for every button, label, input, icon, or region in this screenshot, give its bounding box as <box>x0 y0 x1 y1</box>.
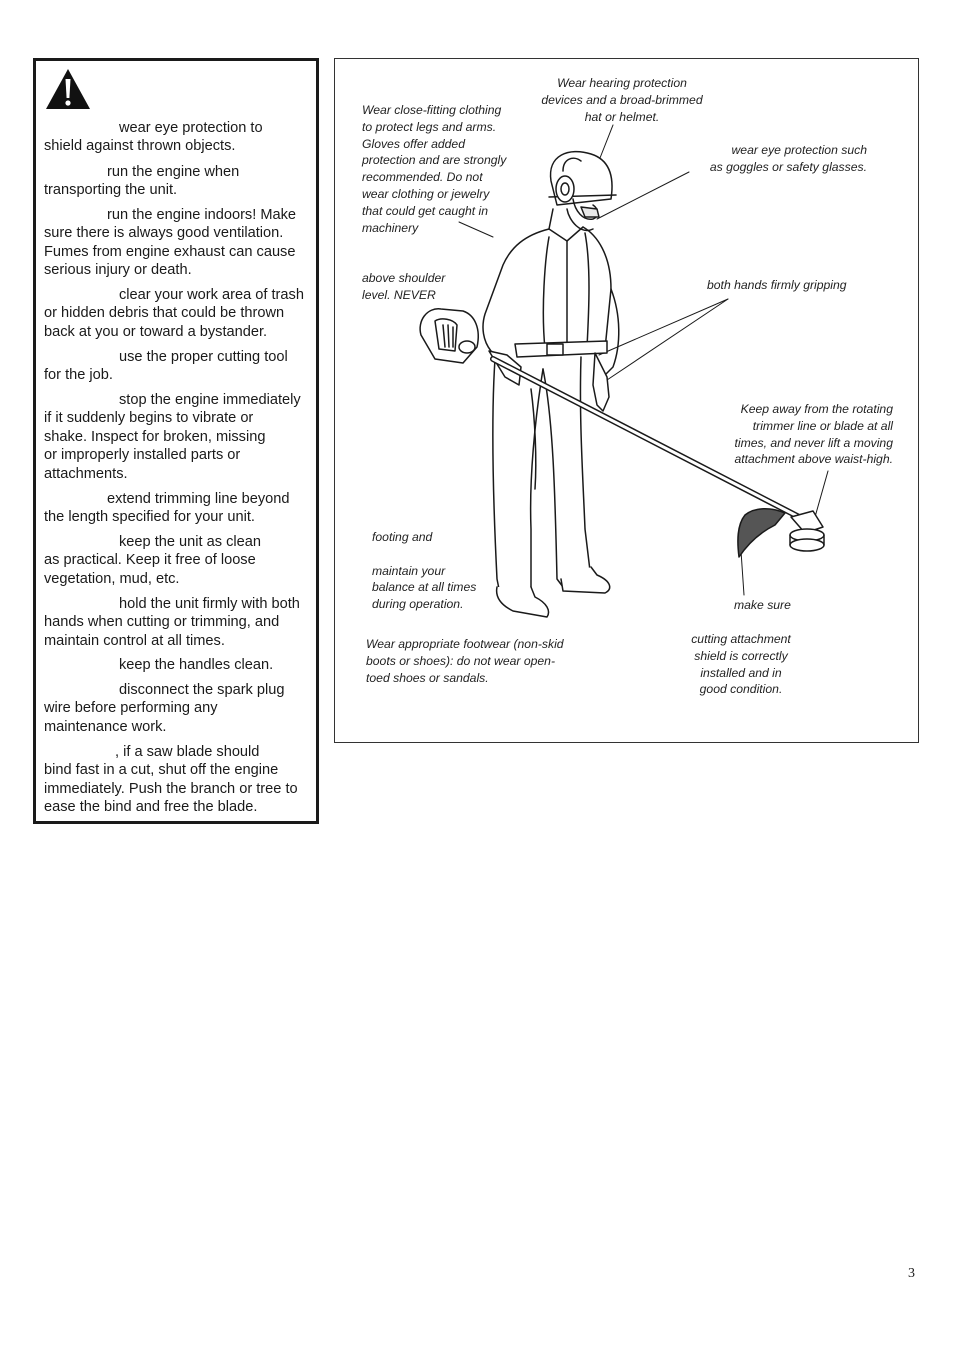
warning-text: use the proper cutting tool <box>119 349 288 365</box>
warning-text: the length specified for your unit. <box>44 509 255 526</box>
warning-text: run the engine indoors! Make <box>107 207 297 223</box>
callout-footing: footing and maintain your balance at all times during operation. <box>372 530 477 612</box>
callout-shoulder-level: above shoulder level. NEVER <box>362 271 446 302</box>
warning-text: hands when cutting or trimming, and <box>44 614 280 631</box>
warning-text: clear your work area of trash <box>119 287 304 303</box>
warning-text: or hidden debris that could be thrown <box>44 305 285 322</box>
warning-text: shake. Inspect for broken, missing <box>44 428 266 445</box>
warning-text: back at you or toward a bystander. <box>44 323 268 340</box>
warning-text: transporting the unit. <box>44 182 178 199</box>
warning-item-transport <box>44 163 316 200</box>
callout-footwear: Wear appropriate footwear (non-skid boots or shoes): do not wear open- toed shoes or sandals. <box>366 637 564 685</box>
warning-text: maintenance work. <box>44 718 167 735</box>
safety-illustration-panel <box>334 58 919 743</box>
warning-item-hold-firmly <box>44 595 316 650</box>
warning-text: Fumes from engine exhaust can cause <box>44 243 296 260</box>
warning-text: stop the engine immediately <box>119 392 301 408</box>
callout-keep-away: Keep away from the rotating trimmer line or blade at all times, and never lift a moving attachment above waist-high. <box>734 402 893 467</box>
warning-text: sure there is always good ventilation. <box>44 225 284 242</box>
warning-text: wire before performing any <box>44 700 218 717</box>
warning-item-trimming-line <box>44 490 316 527</box>
callout-clothing: Wear close-fitting clothing to protect legs and arms. Gloves offer added protection and are strongly recommended. Do not wear clothing or jewelry that could get caught in machinery <box>362 103 507 235</box>
warning-item-saw-blade <box>44 743 316 817</box>
warning-text: as practical. Keep it free of loose <box>44 552 256 569</box>
warning-triangle-icon <box>44 67 92 111</box>
warning-text: , if a saw blade should <box>115 744 260 760</box>
trimmer-engine <box>420 309 478 363</box>
warning-text: for the job. <box>44 367 113 384</box>
warning-text: keep the handles clean. <box>119 657 274 673</box>
warning-text: run the engine when <box>107 164 240 180</box>
warning-text: shield against thrown objects. <box>44 138 236 155</box>
callout-hearing-protection: Wear hearing protection devices and a broad-brimmed hat or helmet. <box>541 76 703 124</box>
warning-text: wear eye protection to <box>119 120 263 136</box>
cutting-head <box>790 511 824 551</box>
warning-item-vibration <box>44 391 316 483</box>
warning-item-indoors <box>44 206 316 280</box>
warning-item-cutting-tool <box>44 348 316 385</box>
callout-hands-gripping: both hands firmly gripping <box>707 278 847 292</box>
warning-box <box>33 58 319 824</box>
callout-eye-protection: wear eye protection such as goggles or safety glasses. <box>709 143 867 174</box>
warning-text: attachments. <box>44 465 128 482</box>
warning-text: or improperly installed parts or <box>44 447 241 464</box>
ear-muff <box>556 176 574 202</box>
warning-text: extend trimming line beyond <box>107 491 290 507</box>
page-number: 3 <box>908 1266 915 1281</box>
warning-text: bind fast in a cut, shut off the engine <box>44 762 279 779</box>
warning-text: immediately. Push the branch or tree to <box>44 780 298 797</box>
warning-text: if it suddenly begins to vibrate or <box>44 410 254 427</box>
warning-item-eye-protection <box>44 119 316 156</box>
warning-item-clean-unit <box>44 533 316 588</box>
warning-text: disconnect the spark plug <box>119 682 285 698</box>
callout-make-sure: make sure <box>734 598 791 612</box>
warning-text: vegetation, mud, etc. <box>44 570 180 587</box>
warning-text: ease the bind and free the blade. <box>44 799 258 816</box>
warning-text: keep the unit as clean <box>119 534 261 550</box>
warning-item-handles-clean <box>44 656 316 674</box>
warning-text: hold the unit firmly with both <box>119 596 300 612</box>
warning-item-spark-plug <box>44 681 316 736</box>
warning-text: serious injury or death. <box>44 262 192 279</box>
callout-shield-condition: cutting attachment shield is correctly installed and in good condition. <box>691 632 791 697</box>
warning-item-clear-area <box>44 286 316 341</box>
trimmer-guard <box>738 509 785 557</box>
warning-text: maintain control at all times. <box>44 632 225 649</box>
